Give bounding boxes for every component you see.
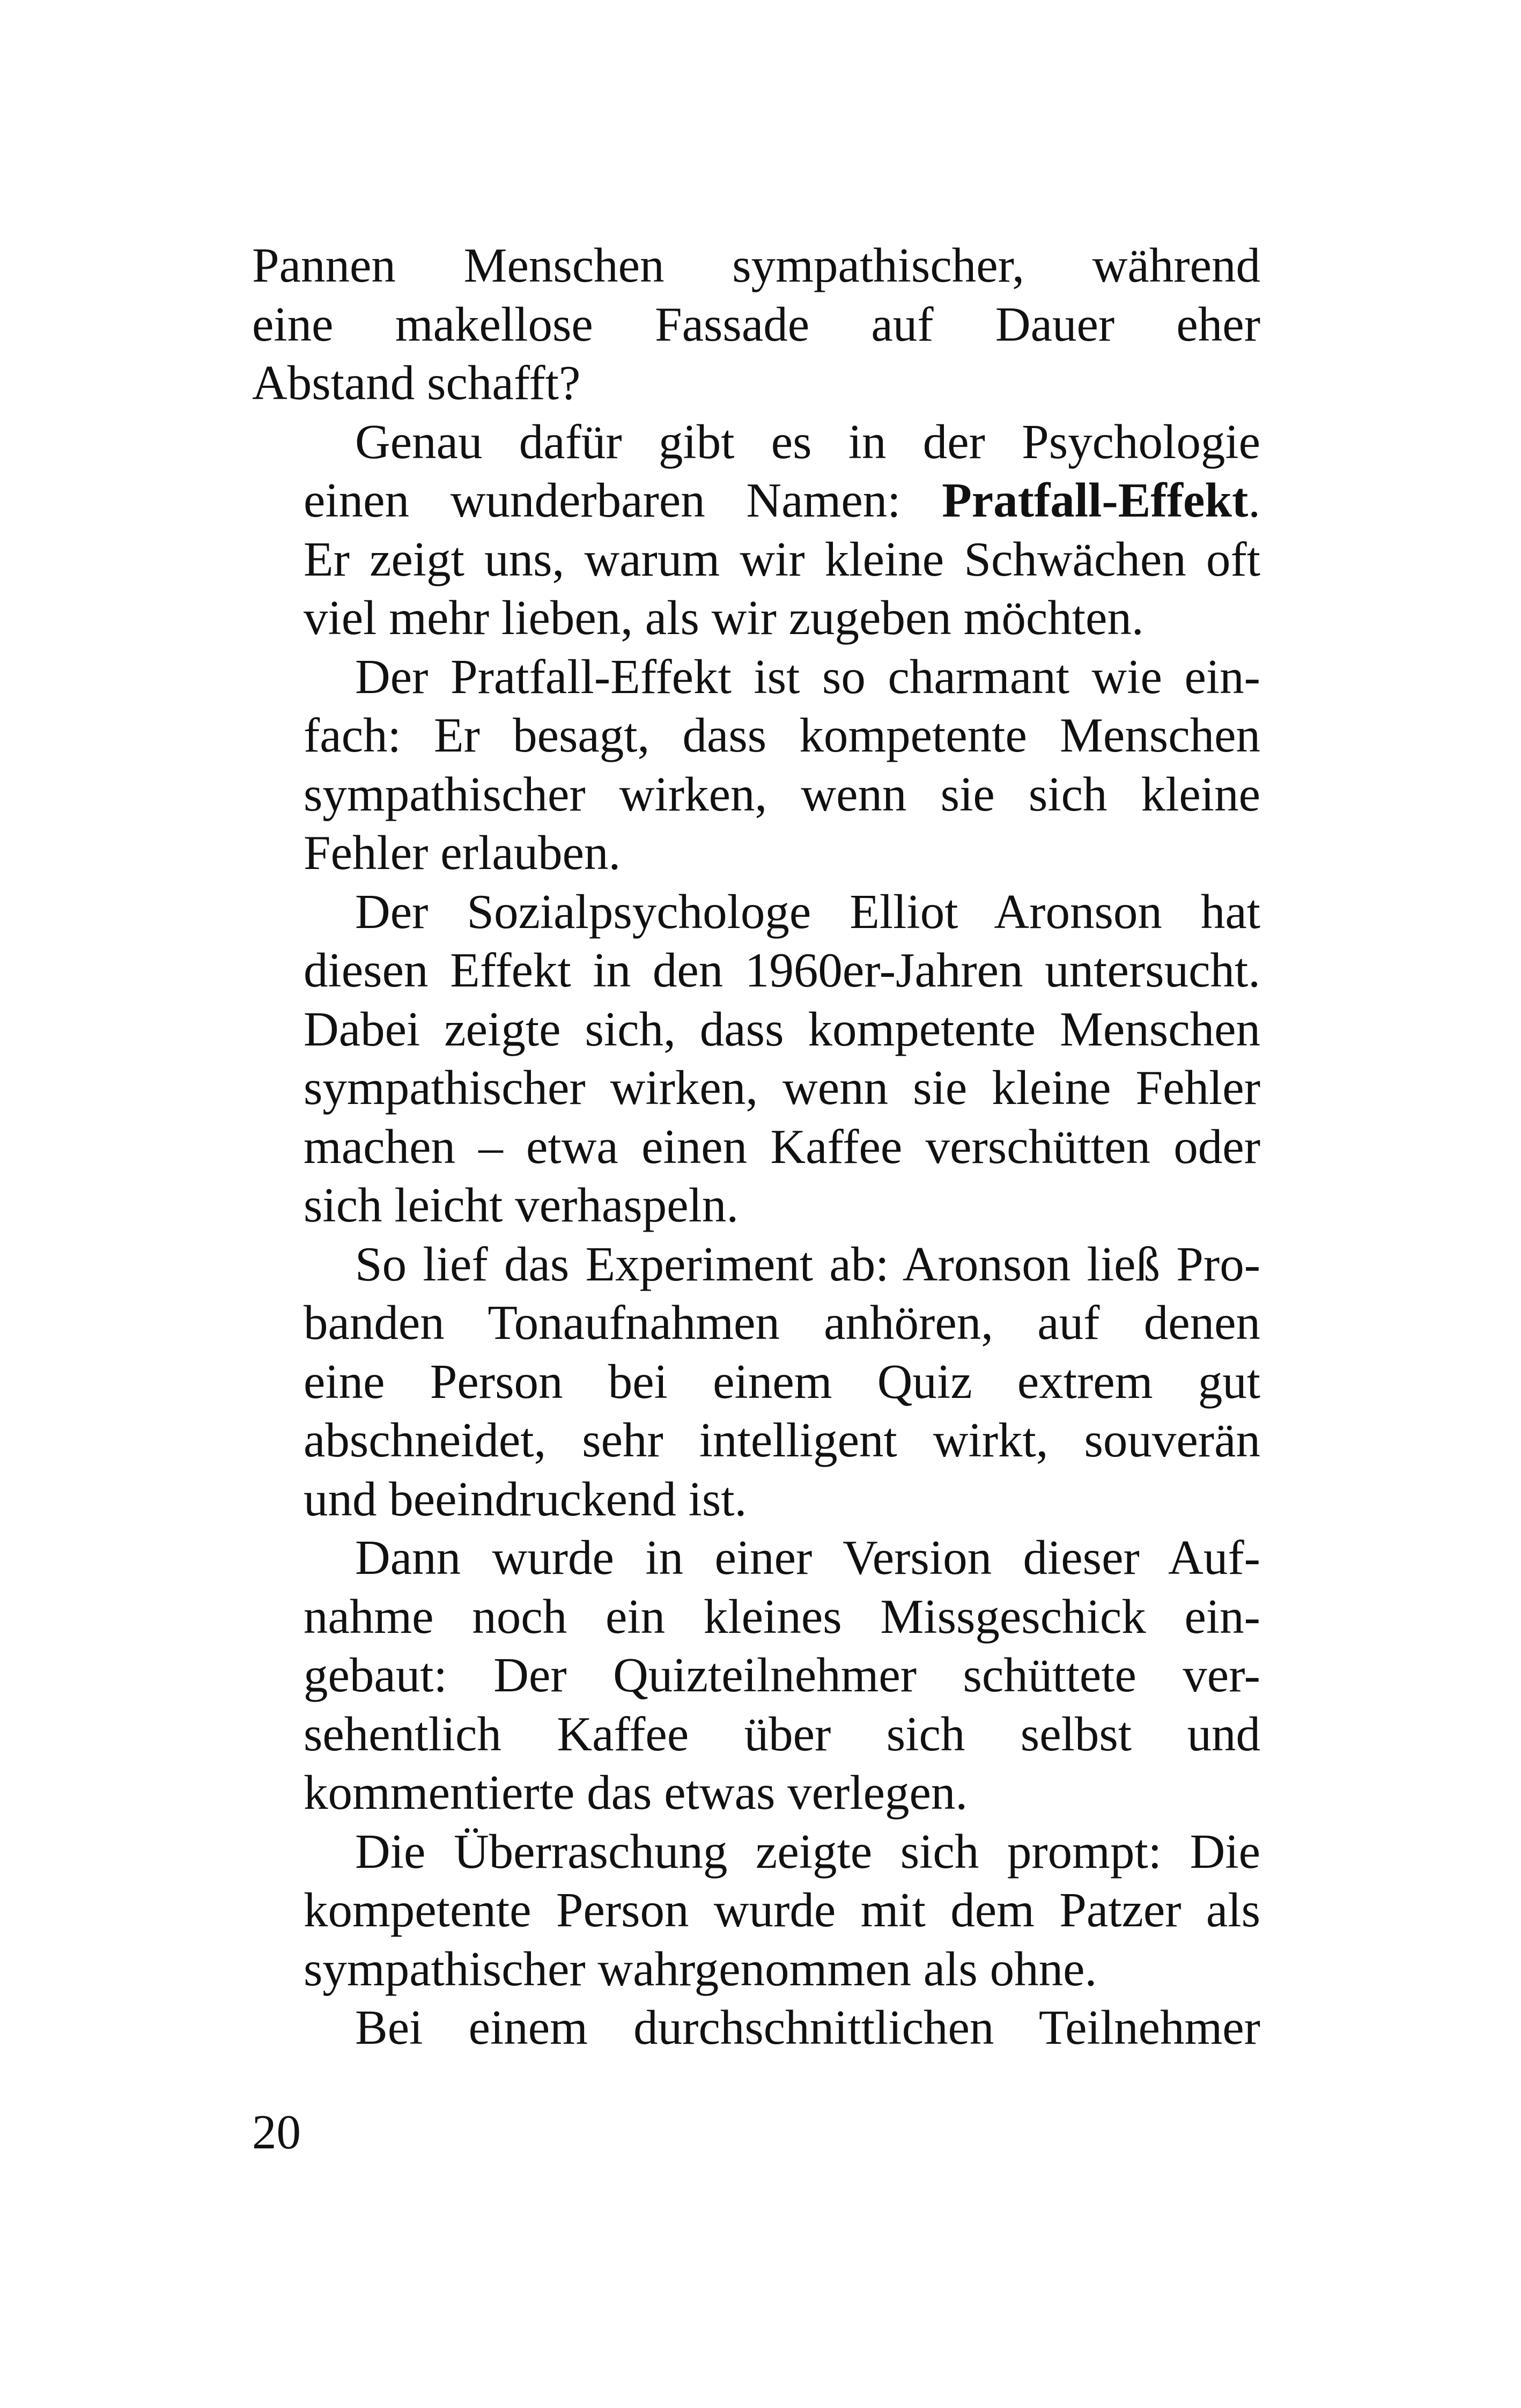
text-line: Dann wurde in einer Version dieser Auf- (355, 1530, 1260, 1585)
text-line: Pannen Menschen sympathischer, während (252, 238, 1260, 292)
text-line: sympathischer wirken, wenn sie sich kleine (304, 767, 1260, 821)
paragraph-7 (252, 1822, 1260, 1999)
paragraph-2 (252, 413, 1260, 647)
text-line: eine makellose Fassade auf Dauer eher (252, 297, 1260, 351)
paragraph-3 (252, 647, 1260, 882)
text-line: sich leicht verhaspeln. (304, 1178, 739, 1232)
paragraph-5 (252, 1235, 1260, 1529)
text-line: So lief das Experiment ab: Aronson ließ Pro- (355, 1236, 1260, 1291)
text-line: abschneidet, sehr intelligent wirkt, souverän (304, 1413, 1260, 1467)
paragraph-6 (252, 1528, 1260, 1822)
text-line: diesen Effekt in den 1960er-Jahren untersucht. (304, 943, 1260, 997)
text-line: Dabei zeigte sich, dass kompetente Menschen (304, 1002, 1260, 1056)
text-line: fach: Er besagt, dass kompetente Menschen (304, 708, 1260, 762)
text-line: sehentlich Kaffee über sich selbst und (304, 1706, 1260, 1761)
page-number: 20 (252, 2105, 301, 2159)
text-line: kompetente Person wurde mit dem Patzer als (304, 1883, 1260, 1937)
text-line: und beeindruckend ist. (304, 1471, 747, 1526)
text-line: nahme noch ein kleines Missgeschick ein- (304, 1589, 1260, 1644)
text-segment: . (1248, 473, 1260, 527)
paragraph-8 (252, 1998, 1260, 2057)
bold-term: Pratfall-Effekt (942, 473, 1249, 527)
paragraph-4 (252, 882, 1260, 1235)
text-line: Er zeigt uns, warum wir kleine Schwächen oft (304, 532, 1260, 586)
text-line: Genau dafür gibt es in der Psychologie (355, 414, 1260, 469)
text-line: gebaut: Der Quizteilnehmer schüttete ver- (304, 1648, 1260, 1702)
text-line: Fehler erlauben. (304, 826, 621, 880)
paragraph-1 (252, 236, 1260, 413)
text-line: eine Person bei einem Quiz extrem gut (304, 1354, 1260, 1409)
text-line: banden Tonaufnahmen anhören, auf denen (304, 1295, 1260, 1350)
text-line-with-term (252, 471, 1260, 530)
text-line: Abstand schafft? (252, 356, 581, 410)
text-line: kommentierte das etwas verlegen. (304, 1765, 968, 1820)
text-line: Die Überraschung zeigte sich prompt: Die (355, 1824, 1260, 1879)
text-line: Bei einem durchschnittlichen Teilnehmer (355, 2000, 1260, 2054)
text-line: Der Pratfall-Effekt ist so charmant wie ein- (355, 649, 1260, 704)
body-text (252, 236, 1260, 2057)
text-line: machen – etwa einen Kaffee verschütten oder (304, 1119, 1260, 1174)
text-line: sympathischer wirken, wenn sie kleine Fehler (304, 1061, 1260, 1115)
text-segment: einen wunderbaren Namen: (304, 473, 942, 527)
text-line: Der Sozialpsychologe Elliot Aronson hat (355, 884, 1260, 939)
text-line: sympathischer wahrgenommen als ohne. (304, 1941, 1097, 1996)
text-line: viel mehr lieben, als wir zugeben möchten. (304, 591, 1144, 645)
